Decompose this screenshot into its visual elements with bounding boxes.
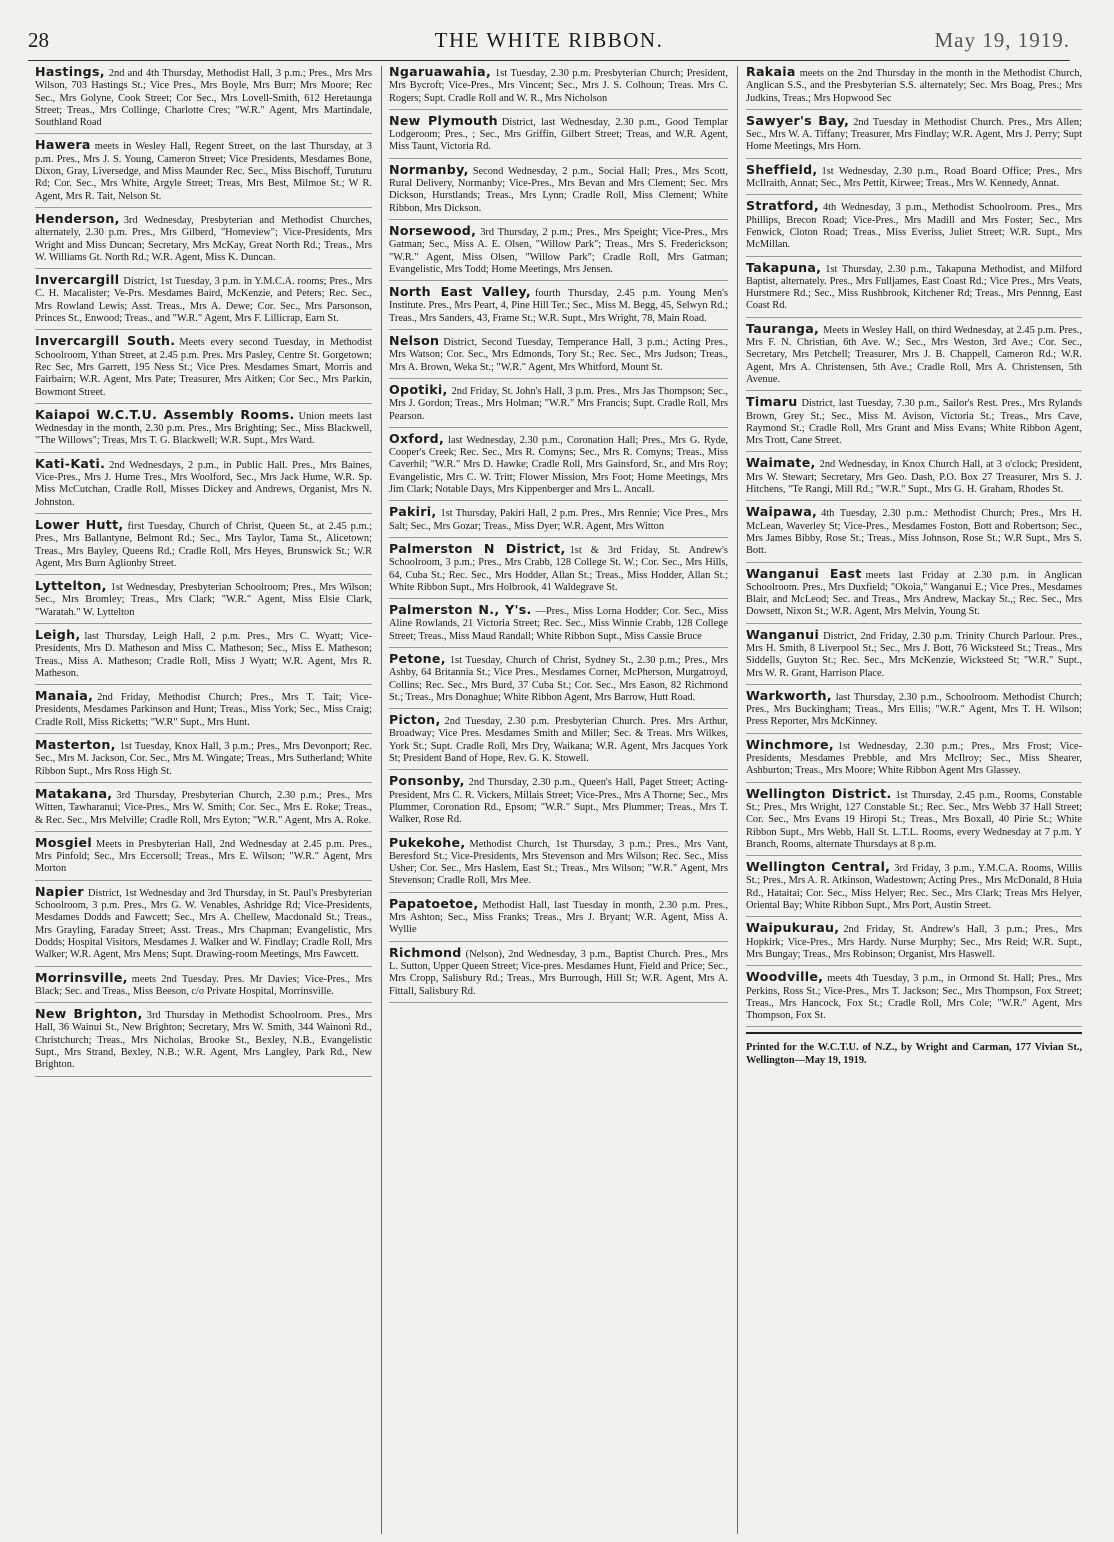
union-name: Oxford,: [389, 430, 445, 446]
union-entry: [389, 775, 728, 831]
union-details: 2nd Friday, St. Andrew's Hall, 3 p.m.; Pres., Mrs Hopkirk; Vice-Pres., Mrs Hardy. Nurse Murphy; Sec., Mrs Reid; W.R. Supt., Mrs Bungay; Treas., Mrs Robinson; Organist, Mrs Haswell.: [746, 924, 1082, 960]
union-entry: [389, 222, 728, 281]
union-entry: [746, 259, 1082, 318]
union-details: Second Wednesday, 2 p.m., Social Hall; Pres., Mrs Scott, Rural Delivery, Normanby; Vice-Pres., Mrs Bevan and Mrs Clement; Sec. Mrs Dickson, Hurstlands; Treas., Mrs Lynn; Cradle Roll, Miss Clement; White Ribbon, Mrs Dickson.: [389, 165, 728, 214]
union-details: meets on the 2nd Thursday in the month in the Methodist Church, Anglican S.S., and the Presbyterian S.S. alternately; Sec. Mrs Boag, Pres.; Mrs Judkins, Treas.; Mrs Hopwood Sec: [746, 68, 1082, 104]
union-details: —Pres., Miss Lorna Hodder; Cor. Sec., Miss Aline Rowlands, 21 Victoria Street; Rec. Sec., Miss Winnie Crabb, 128 College Street; Treas., Miss Maud Randall; White Ribbon Supt., Miss Cassie Bruce: [389, 606, 728, 642]
union-name: Palmerston N District,: [389, 540, 566, 556]
union-entry: [746, 687, 1082, 734]
union-name: New Brighton,: [35, 1006, 143, 1022]
union-details: 1st Thursday, 2.30 p.m., Takapuna Methodist, and Milford Baptist, alternately. Pres., Mrs Fulljames, East Coast Rd.; Vice Pres., Mrs Veats, Hurstmere Rd.; Sec., Miss Rushbrook, Kitchener Rd; Treas., Mrs Pennng, East Coast Rd.: [746, 263, 1082, 312]
union-entry: [746, 626, 1082, 685]
union-details: District, 1st Wednesday and 3rd Thursday, in St. Paul's Presbyterian Schoolroom, 3 p.m. Pres., Mrs G. W. Venables, Ashridge Rd; Vice-Presidents, Mesdames Dodds and Fawcett; Sec., Mrs A. Chellew, Macdonald St.; Treas., Mrs Grayling, Faraday Street; Asst. Treas., Mrs Chapman; Evangelistic, Mrs Dodds; Hospital Visitors, Mesdames J. Walker and W. Findlay; Cradle Roll, Mrs Walker; W.R. Agent, Mrs Mens; Supt. Drawing-room Meetings, Mrs Fawcett.: [35, 887, 372, 961]
union-details: District, last Tuesday, 7.30 p.m., Sailor's Rest. Pres., Mrs Rylands Brown, Grey St.; Sec., Miss M. Avison, Victoria St.; Treas., Mrs Cave, Raymond St.; Cradle Roll, Mrs Grant and Miss Evans; White Ribbon Agent, Mrs Trott, Cane Street.: [746, 398, 1082, 447]
union-entry: [389, 161, 728, 220]
union-details: fourth Thursday, 2.45 p.m. Young Men's Institute. Pres., Mrs Peart, 4, Pine Hill Ter.; Sec., Miss M. Begg, 45, Selwyn Rd.; Treas., Mrs Sanders, 43, Frame St.; W.R. Supt., Mrs Wright, 78, Main Road.: [389, 288, 728, 324]
union-name: Hawera: [35, 137, 91, 153]
union-name: Warkworth,: [746, 687, 832, 703]
column-1: [35, 66, 372, 1534]
union-entry: [746, 161, 1082, 196]
union-entry: [389, 540, 728, 599]
union-details: Methodist Church, 1st Thursday, 3 p.m.; Pres., Mrs Vant, Beresford St.; Vice-Presidents, Mrs Stevenson and Mrs Wilson; Rec. Sec., Miss Usher; Cor. Sec., Mrs Haslem, East St.; Treas., Mrs Wilson; "W.R." Agent, Mrs Stevenson; Cradle Roll, Mrs Mee.: [389, 838, 728, 887]
page-number: 28: [28, 28, 49, 52]
union-details: last Thursday, Leigh Hall, 2 p.m. Pres., Mrs C. Wyatt; Vice-Presidents, Mrs D. Matheson and Miss C. Matheson; Sec., Miss E. Matheson; Treas., Miss A. Matheson; Cradle Roll, Miss J Wyatt; W.R. Agent, Mrs R. Matheson.: [35, 630, 372, 679]
union-entry: [35, 139, 372, 207]
header-rule: [28, 60, 1070, 61]
union-name: Nelson: [389, 333, 440, 349]
union-name: Norsewood,: [389, 222, 477, 238]
union-entry: [389, 650, 728, 709]
union-details: Meets in Presbyterian Hall, 2nd Wednesday at 2.45 p.m. Pres., Mrs Pinfold; Sec., Mrs Eccersoll; Treas., Mrs E. Wilson; "W.R." Agent, Mrs Morton: [35, 838, 372, 875]
issue-date: May 19, 1919.: [934, 28, 1070, 52]
union-entry: [35, 210, 372, 269]
union-details: District, 2nd Friday, 2.30 p.m. Trinity Church Parlour. Pres., Mrs H. Smith, 8 Liverpool St.; Sec., Mrs J. Bott, 76 Wicksteed St.; Treas., Mrs Siddells, Guyton St.; Rec. Sec., Mrs McKenzie, Wicksteed St; "W.R." Supt., Mrs W. R. Grant, Harrison Place.: [746, 630, 1082, 679]
union-name: Wellington Central,: [746, 859, 891, 875]
union-name: Masterton,: [35, 737, 116, 753]
union-entry: [35, 690, 372, 734]
union-details: Union meets last Wednesday in the month, 2.30 p.m. Pres., Mrs Brighting; Sec., Miss Blackwell, "The Willows"; Treas, Mrs T. G. Blackwell; W.R. Supt., Mrs Ward.: [35, 410, 372, 447]
union-entry: [389, 286, 728, 330]
union-details: 2nd Friday, Methodist Church; Pres., Mrs T. Tait; Vice-Presidents, Mesdames Parkinson and Hunt; Treas., Miss York; Sec., Miss Craig; Cradle Roll, Miss Ricketts; "W.R" Supt., Mrs Hunt.: [35, 692, 372, 728]
union-details: 1st Tuesday, 2.30 p.m. Presbyterian Church; President, Mrs Bycroft; Vice-Pres., Mrs Vincent; Sec., Mrs J. S. Colhoun; Treas. Mrs C. Rogers; Supt. Cradle Roll and W. R., Mrs Nicholson: [389, 68, 728, 104]
union-name: Wellington District.: [746, 785, 892, 801]
union-details: 3rd Thursday, 2 p.m.; Pres., Mrs Speight; Vice-Pres., Mrs Gatman; Sec., Miss A. E. Olsen, "Willow Park"; Treas., Mrs S. Frederickson; "W.R." Agent, Miss Olsen, "Willow Park"; Cradle Roll, Mrs Gatman; Evangelistic, Mrs Todd; Home Meetings, Mrs Jensen.: [389, 226, 728, 275]
union-entry: [35, 834, 372, 881]
union-entry: [746, 785, 1082, 856]
union-details: 1st Wednesday, 2.30 p.m., Road Board Office; Pres., Mrs McIlraith, Annat; Sec., Mrs Pettit, Kirwee; Treas., Mrs W. Kennedy, Annat.: [746, 165, 1082, 190]
union-name: Lower Hutt,: [35, 516, 124, 532]
union-details: meets 4th Tuesday, 3 p.m., in Ormond St. Hall; Pres., Mrs Perkins, Ross St.; Vice-Pres., Mrs T. Jackson; Sec., Mrs Thompson, Fox Street; Treas., Mrs Hancock, Fox St.; Cradle Roll, Mrs Cole; "W.R." Agent, Mrs Thompson, Fox St.: [746, 973, 1082, 1022]
union-entry: [389, 506, 728, 538]
union-entry: [746, 320, 1082, 391]
union-entry: [746, 112, 1082, 159]
union-entry: [35, 1008, 372, 1076]
union-name: Kaiapoi W.C.T.U. Assembly Rooms.: [35, 406, 295, 422]
union-entry: [746, 457, 1082, 501]
union-name: Winchmore,: [746, 736, 834, 752]
union-name: Tauranga,: [746, 320, 820, 336]
union-details: (Nelson), 2nd Wednesday, 3 p.m., Baptist Church. Pres., Mrs L. Sutton, Upper Queen Street; Vice-pres. Mesdames Hunt, Field and Price; Sec., Mrs Cropp, Salisbury Rd.; Treas., Mrs Burrough, Hill St; W.R. Agent, Mrs A. Fittall, Salisbury Rd.: [389, 948, 728, 997]
union-entry: [35, 406, 372, 453]
union-name: Sawyer's Bay,: [746, 112, 850, 128]
union-name: Waipukurau,: [746, 920, 840, 936]
union-name: Wanganui East: [746, 565, 862, 581]
union-entry: [389, 66, 728, 110]
union-details: 1st Tuesday, Church of Christ, Sydney St., 2.30 p.m.; Pres., Mrs Ashby, 64 Britannia St.; Vice Pres., Mesdames Corner, McPherson, Murgatroyd, Collins; Rec. Sec., Mrs Burd, 37 Cuba St.; Cor. Sec., Mrs Eason, 82 Richmond St.; Treas., Mrs Donaghue; White Ribbon Agent, Mrs Barrow, Hutt Road.: [389, 654, 728, 703]
union-details: 1st Tuesday, Knox Hall, 3 p.m.; Pres., Mrs Devonport; Rec. Sec., Mrs M. Jackson, Cor. Sec., Mrs M. Wingate; Treas., Mrs Sutherland; White Ribbon Supt., Mrs Ross High St.: [35, 741, 372, 777]
union-entry: [35, 969, 372, 1004]
union-name: Matakana,: [35, 785, 113, 801]
union-details: 3rd Thursday in Methodist Schoolroom. Pres., Mrs Hall, 36 Wainui St., New Brighton; Secretary, Mrs W. Smith, 344 Wainoni Rd., Christchurch; Treas., Mrs Nicholas, Brooke St., Bexley, N.B., Evangelistic Supt., Mrs Strand, Bexley, N.B.; W.R. Agent, Mrs Langley, Park Rd., New Brighton.: [35, 1010, 372, 1071]
union-entry: [746, 200, 1082, 256]
union-details: 2nd and 4th Thursday, Methodist Hall, 3 p.m.; Pres., Mrs Mrs Wilson, 703 Hastings St.; Vice Pres., Mrs Boyle, Mrs Burr; Mrs Moore; Rec Sec., Mrs Golyne, Cook Street; Cor Sec., Mrs Lovell-Smith, 612 Heretaunga Street; Treas., Mrs Collinge, Charlotte Cres; "W.R." Agent, Mrs Martindale, Southland Road: [35, 68, 372, 129]
union-name: Hastings,: [35, 66, 105, 79]
union-name: Lyttelton,: [35, 578, 107, 594]
union-entry: [389, 112, 728, 159]
union-name: Wanganui: [746, 626, 820, 642]
union-details: meets 2nd Tuesday. Pres. Mr Davies; Vice-Pres., Mrs Black; Sec. and Treas., Miss Beeson, c/o Private Hospital, Morrinsville.: [35, 973, 372, 997]
union-details: 2nd Wednesday, in Knox Church Hall, at 3 o'clock; President, Mrs W. Stewart; Secretary, Mrs Geo. Dash, P.O. Box 27 Treasurer, Mrs S. J. Hitchens, "Te Rangi, Mill Rd.; "W.R." Supt., Mrs G. H. Graham, Rhodes St.: [746, 459, 1082, 496]
union-details: 2nd Tuesday, 2.30 p.m. Presbyterian Church. Pres. Mrs Arthur, Broadway; Vice Pres. Mesdames Smith and Miller; Sec. & Treas. Mrs Wilkes, York St.; Supt. Cradle Roll, Mrs Dry, Waikana; W.R. Agent, Mrs Jacques York St; President Band of Hope, Rev. G. K. Stowell.: [389, 716, 728, 765]
union-details: 1st & 3rd Friday, St. Andrew's Schoolroom, 3 p.m.; Pres., Mrs Crabb, 128 College St. W.; Cor. Sec., Mrs Hills, 64, Cuba St.; Rec. Sec., Mrs Hodder, Allan St.; Treas., Miss Hodder, Allan St.; White Ribbon Supt., Mrs Holbrook, 41 Waldegrave St.: [389, 544, 728, 593]
union-entry: [746, 922, 1082, 966]
union-entry: [389, 335, 728, 379]
union-entry: [389, 604, 728, 648]
printer-imprint: Printed for the W.C.T.U. of N.Z., by Wright and Carman, 177 Vivian St., Wellington—May 19, 1919.: [746, 1032, 1082, 1067]
union-details: Methodist Hall, last Tuesday in month, 2.30 p.m. Pres., Mrs Ashton; Sec., Miss Franks; Treas., Mrs J. Bryant; W.R. Agent, Miss A. Wyllie: [389, 899, 728, 936]
union-entry: [35, 580, 372, 624]
union-name: Papatoetoe,: [389, 895, 479, 911]
union-name: Mosgiel: [35, 834, 92, 850]
union-details: meets in Wesley Hall, Regent Street, on the last Thursday, at 3 p.m. Pres., Mrs J. S. Young, Cameron Street; Vice Presidents, Mesdames Bone, Dixon, Gray, Liversedge, and Miss Maunder Rec. Sec., Miss Bischoff, Turuturu Rd; Cor. Sec., Mrs White, Argyle Street; Treas, Mrs Best, Milmoe St.; W R. Agent, Mrs R. Tait, Nelson St.: [35, 141, 372, 202]
union-name: Picton,: [389, 712, 441, 728]
union-entry: [35, 335, 372, 403]
union-name: Petone,: [389, 650, 446, 666]
union-entry: [35, 883, 372, 967]
union-entry: [389, 834, 728, 893]
union-details: Meets every second Tuesday, in Methodist Schoolroom, Ythan Street, at 2.45 p.m. Pres. Mrs Pasley, Centre St. Gorgetown; Rec Sec, Mrs Garrett, 195 Ness St.; Vice Pres. Mesdames Smart, Morris and Fairbairn; W.R. Agent, Mrs Pate; Treasurer, Mrs Aitken; Cor Sec., Mrs Parkin, Bowmont Street.: [35, 337, 372, 398]
union-details: last Wednesday, 2.30 p.m., Coronation Hall; Pres., Mrs G. Ryde, Cooper's Creek; Rec. Sec., Mrs R. Comyns; Sec., Mrs R. Comyns; Treas., Miss Caverhil; "W.R." Mrs D. Hawke; Cradle Roll, Mrs Gainsford, Sr., and Mrs Roy; Evangelistic, Mrs C. W. Tritt; Flower Mission, Mrs Foot; Home Meetings, Mrs Jim Clark; Notable Days, Mrs Kippenberger and Mrs L. Ancall.: [389, 434, 728, 496]
union-name: Kati-Kati.: [35, 455, 106, 471]
union-details: meets last Friday at 2.30 p.m. in Anglican Schoolroom. Pres., Mrs Duxfield; "Okoia," Wanganui E.; Vice Pres., Mesdames Blair, and McLeod; Sec. and Treas., Mrs Andrew, Mackay St.,; Rec. Sec., Mrs Dowsett, Nixon St.; W.R. Agent, Mrs Melvin, Young St.: [746, 569, 1082, 618]
union-entry: [35, 66, 372, 134]
union-name: Leigh,: [35, 626, 81, 642]
union-details: District, last Wednesday, 2.30 p.m., Good Templar Lodgeroom; Pres., ; Sec., Mrs Griffin, Gilbert Street; Treas, and W.R. Agent, Miss Taunt, Victoria Rd.: [389, 116, 728, 153]
union-name: Pakiri,: [389, 504, 437, 520]
union-entry: [35, 455, 372, 514]
union-name: Woodville,: [746, 969, 824, 985]
union-name: Waimate,: [746, 455, 816, 471]
column-3: [746, 66, 1082, 1534]
union-entry: [746, 971, 1082, 1027]
union-details: 2nd Tuesday in Methodist Church. Pres., Mrs Allen; Sec., Mrs W. A. Tiffany; Treasurer, Mrs Findlay; W.R. Agent, Mrs J. Perry; Supt Home Meetings, Mrs Horn.: [746, 116, 1082, 153]
union-name: Richmond: [389, 944, 462, 960]
union-entry: [35, 785, 372, 832]
union-name: Rakaia: [746, 66, 796, 79]
union-details: 4th Wednesday, 3 p.m., Methodist Schoolroom. Pres., Mrs Phillips, Brecon Road; Vice-Pres., Mrs Madill and Mrs Foster; Sec., Mrs Fenwick, Cloton Road; Treas., Miss Everiss, Juliet Street; W.R. Supt., Mrs McMillan.: [746, 202, 1082, 251]
union-name: Ponsonby,: [389, 773, 465, 789]
union-name: Invercargill: [35, 272, 120, 288]
union-name: Stratford,: [746, 198, 819, 214]
union-details: 1st Thursday, Pakiri Hall, 2 p.m. Pres., Mrs Rennie; Vice Pres., Mrs Salt; Sec., Mrs Gozar; Treas., Miss Dyer; W.R. Agent, Mrs Witton: [389, 508, 728, 532]
page-header: [28, 28, 1070, 56]
union-name: North East Valley,: [389, 284, 531, 300]
union-details: 1st Wednesday, Presbyterian Schoolroom; Pres., Mrs Wilson; Sec., Mrs Bromley; Treas., Mrs Clark; "W.R." Agent, Miss Elsie Clark, "Waratah." W. Lyttelton: [35, 582, 372, 618]
union-name: Manaia,: [35, 688, 94, 704]
column-divider-1: [381, 66, 382, 1534]
union-name: Ngaruawahia,: [389, 66, 492, 79]
union-name: Pukekohe,: [389, 834, 466, 850]
union-entry: [746, 565, 1082, 624]
union-details: 2nd Wednesdays, 2 p.m., in Public Hall. Pres., Mrs Baines, Vice-Pres., Mrs J. Hume Tres., Mrs Woolford, Sec., Mrs Jack Hume, W.R. Sp. Miss McCutchan, Cradle Roll, Misses Dickey and Andrews, Organist, Mrs N. Johnston.: [35, 459, 372, 508]
union-details: 3rd Wednesday, Presbyterian and Methodist Churches, alternately, 2.30 p.m. Pres., Mrs Gilberd, "Homeview"; Vice-Presidents, Mrs Wright and Miss Duncan; Secretary, Mrs McKay, Great North Rd.; Treas., Mrs W. Williams Gt. North Rd.; W.R. Agent, Miss K. Duncan.: [35, 214, 372, 263]
publication-title: THE WHITE RIBBON.: [434, 28, 664, 52]
union-entry: [35, 274, 372, 330]
union-name: Waipawa,: [746, 504, 818, 520]
union-entry: [389, 895, 728, 942]
union-entry: [389, 430, 728, 501]
union-details: 1st Wednesday, 2.30 p.m.; Pres., Mrs Frost; Vice-Presidents, Mesdames Prebble, and Mrs McIlroy; Sec., Miss Shearer, Ashburton; Treas., Mrs Moore; White Ribbon Agent Mrs Glassey.: [746, 740, 1082, 777]
union-entry: [389, 944, 728, 1003]
union-name: Sheffield,: [746, 161, 818, 177]
union-entry: [35, 516, 372, 575]
union-entry: [389, 714, 728, 770]
union-details: 1st Thursday, 2.45 p.m., Rooms, Constable St.; Pres., Mrs Wright, 127 Constable St.; Rec. Sec., Mrs Webb 37 Hall Street; Cor. Sec., Mrs Evans 19 Hiropi St.; Treas., Mrs Boxall, 40 Pirie St.; White Ribbon Supt., Mrs Webb, Hall St. L.T.L. Rooms, every Wednesday at 7 p.m. Y Branch, Rooms, alternate Thursdays at 8 p.m.: [746, 789, 1082, 850]
union-entry: [35, 626, 372, 685]
union-entry: [389, 381, 728, 428]
union-entry: [746, 736, 1082, 783]
union-entry: [746, 861, 1082, 917]
union-entry: [746, 506, 1082, 562]
union-details: last Thursday, 2.30 p.m., Schoolroom. Methodist Church; Pres., Mrs Buckingham; Treas., Mrs Ellis; "W.R." Agent, Mrs T. H. Wilson; Press Reporter, Mrs McKinney.: [746, 691, 1082, 728]
union-name: Takapuna,: [746, 259, 822, 275]
union-details: 2nd Thursday, 2.30 p.m., Queen's Hall, Paget Street; Acting-President, Mrs C. R. Vickers, Millais Street; Vice-Pres., Mrs A Thorne; Sec., Mrs Plummer, Coronation Rd., Epsom; "W.R." Supt., Mrs Plummer; Treas., Mrs T. Walker, Rose Rd.: [389, 777, 728, 826]
union-entry: [35, 739, 372, 783]
union-entry: [746, 396, 1082, 452]
column-2: [389, 66, 728, 1534]
column-divider-2: [737, 66, 738, 1534]
union-details: District, 1st Tuesday, 3 p.m. in Y.M.C.A. rooms; Pres., Mrs C. H. Macalister; Ve-Prs. Mesdames Baird, McKenzie, and Peters; Rec. Sec., Mrs Rowland Lewis; Asst. Treas., Mrs A. Dewe; Cor. Sec., Mrs Parsonson, Princes St., Enwood; Treas., and "W.R." Agent, Mrs F. Lillicrap, Earn St.: [35, 276, 372, 325]
union-name: Opotiki,: [389, 381, 448, 397]
union-name: Morrinsville,: [35, 969, 128, 985]
union-name: Normanby,: [389, 161, 469, 177]
union-name: New Plymouth: [389, 112, 498, 128]
union-name: Timaru: [746, 394, 798, 410]
union-name: Palmerston N., Y's.: [389, 602, 532, 618]
union-details: 3rd Friday, 3 p.m., Y.M.C.A. Rooms, Willis St.; Pres., Mrs A. R. Atkinson, Wadestown; Acting Pres., Mrs McDonald, 8 Huia Rd., Hataitai; Cor. Sec., Miss Helyer; Rec. Sec., Mrs Clark; Treas Mrs Helyer, Oriental Bay; White Ribbon Supt., Mrs Port, Austin Street.: [746, 863, 1082, 912]
union-details: Meets in Wesley Hall, on third Wednesday, at 2.45 p.m. Pres., Mrs F. N. Christian, 6th Ave. W.; Sec., Mrs Weston, 3rd Ave.; Cor. Sec., Secretary, Mrs Petchell; Treasurer, Mrs J. B. Chappell, Cameron Rd.; W.R. Agent, Mrs A. Christensen, 5th Ave.; Cradle Roll, Mrs A. Christensen, 5th Avenue.: [746, 324, 1082, 385]
union-details: 4th Tuesday, 2.30 p.m.: Methodist Church; Pres., Mrs H. McLean, Waverley St; Vice-Pres., Mesdames Foston, Bott and Robertson; Sec., Mrs James Bibby, Rose St.; Treas., Miss Johnson, Rose St.; W.R Supt., Mrs S. Bott.: [746, 508, 1082, 557]
union-name: Henderson,: [35, 210, 120, 226]
union-details: 3rd Thursday, Presbyterian Church, 2.30 p.m.; Pres., Mrs Witten, Tawharanui; Vice-Pres., Mrs W. Smith; Cor. Sec., Mrs E. Roke; Treas., & Rec. Sec., Mrs Melville; Cradle Roll, Mrs Eyton; "W.R." Agent, Mrs A. Roke.: [35, 789, 372, 826]
union-entry: [746, 66, 1082, 110]
union-name: Napier: [35, 883, 84, 899]
union-details: 2nd Friday, St. John's Hall, 3 p.m. Pres., Mrs Jas Thompson; Sec., Mrs J. Gordon; Treas., Mrs Holman; "W.R." Mrs Francis; Supt. Cradle Roll, Mrs Pearson.: [389, 385, 728, 422]
union-name: Invercargill South.: [35, 333, 176, 349]
union-details: District, Second Tuesday, Temperance Hall, 3 p.m.; Acting Pres., Mrs Watson; Cor. Sec., Mrs Edmonds, Tory St.; Rec. Sec., Mrs Judson; Treas., Mrs A. Brown, Weka St.; "W.R." Agent, Mrs Whitford, Mount St.: [389, 337, 728, 373]
union-details: first Tuesday, Church of Christ, Queen St., at 2.45 p.m.; Pres., Mrs Ballantyne, Belmont Rd.; Sec., Mrs Taylor, Tama St., Alicetown; Treas., Mrs Bayley, Queens Rd.; Cradle Roll, Mrs Heyes, Brunswick St.; W.R Agent, Mrs Burn Aglionby Street.: [35, 520, 372, 569]
